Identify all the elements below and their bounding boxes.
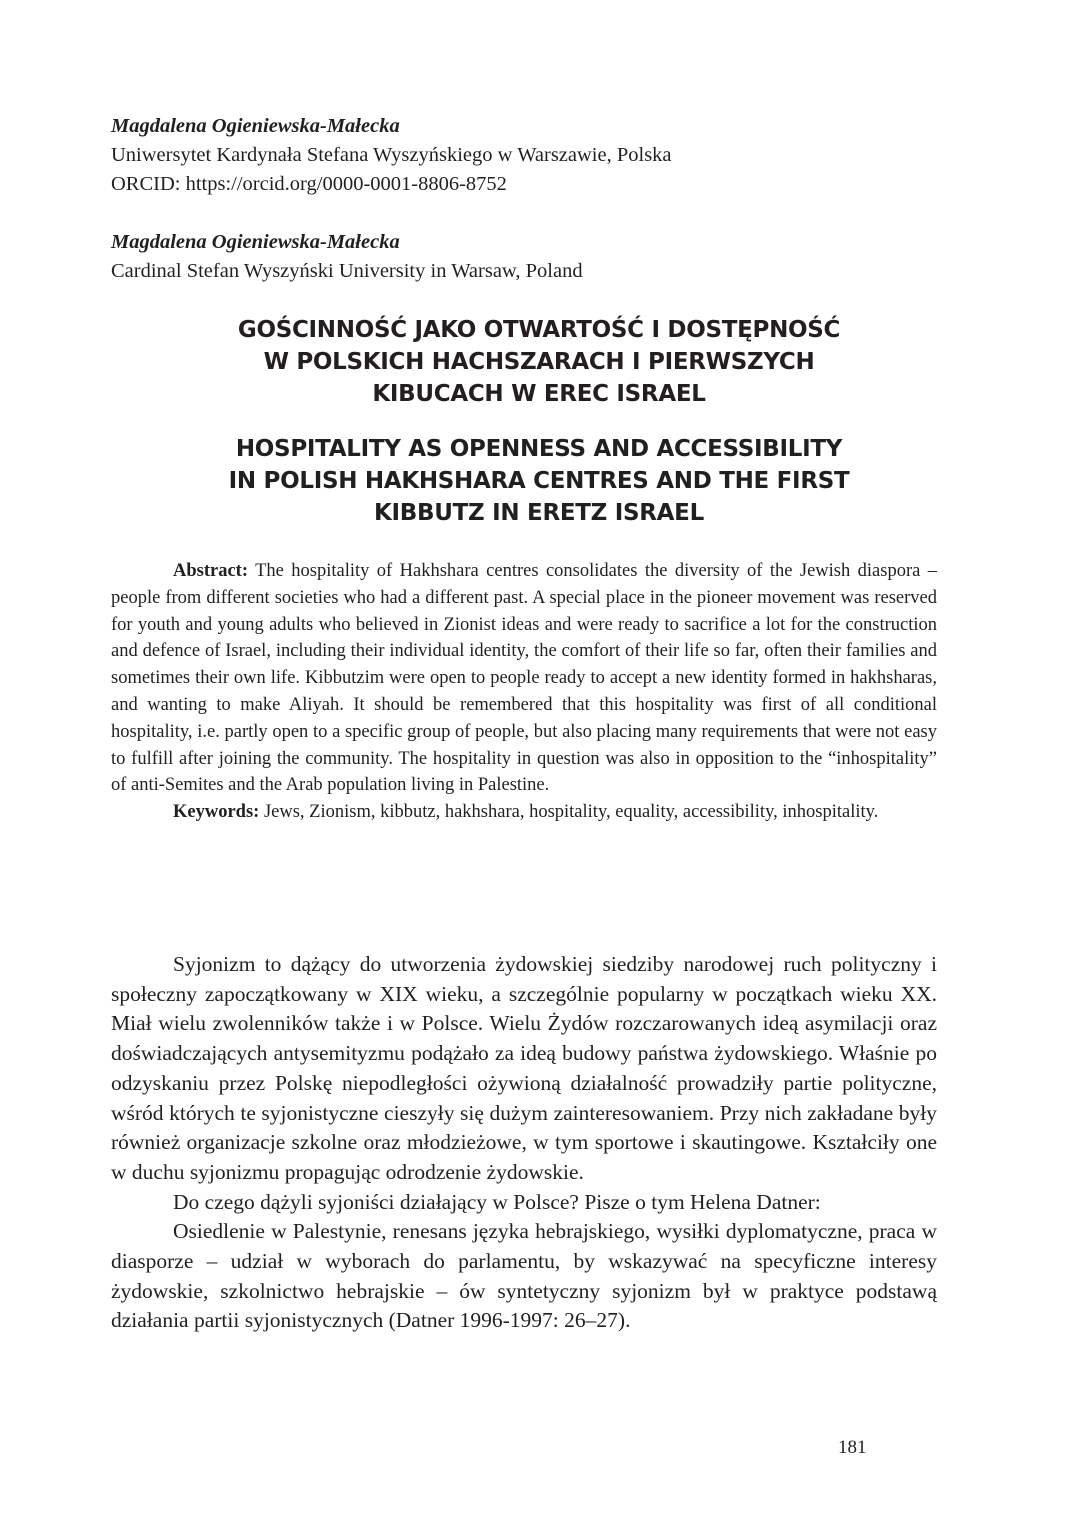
author-affiliation: Uniwersytet Kardynała Stefana Wyszyńskiego w Warszawie, Polska (111, 144, 672, 166)
keywords-text: Jews, Zionism, kibbutz, hakhshara, hospitality, equality, accessibility, inhospitality. (259, 802, 879, 823)
page-number: 181 (838, 1437, 867, 1458)
title-line: KIBUCACH W EREC ISRAEL (372, 381, 706, 407)
author-block-english (111, 228, 951, 286)
keywords-paragraph (111, 799, 937, 826)
author-block-polish (111, 112, 951, 199)
title-line: IN POLISH HAKHSHARA CENTRES AND THE FIRST (228, 468, 850, 494)
body-paragraph: Syjonizm to dążący do utworzenia żydowskiej siedziby narodowej ruch polityczny i społeczny zapoczątkowany w XIX wieku, a szczególnie popularny w początkach wieku XX. Miał wielu zwolenników także i w Polsce. Wielu Żydów rozczarowanych ideą asymilacji oraz doświadczających antysemityzmu podążało za ideą budowy państwa żydowskiego. Właśnie po odzyskaniu przez Polskę niepodległości ożywioną działalność prowadziły partie polityczne, wśród których te syjonistyczne cieszyły się dużym zainteresowaniem. Przy nich zakładane były również organizacje szkolne oraz młodzieżowe, w tym sportowe i skautingowe. Kształciły one w duchu syjonizmu propagując odrodzenie żydowskie. (111, 952, 937, 1184)
title-polish (111, 314, 967, 410)
abstract-paragraph (111, 558, 937, 799)
abstract-label: Abstract: (173, 561, 249, 581)
title-line: HOSPITALITY AS OPENNESS AND ACCESSIBILITY (235, 436, 843, 462)
title-line: W POLSKICH HACHSZARACH I PIERWSZYCH (263, 349, 815, 375)
abstract-section (111, 558, 937, 826)
keywords-label: Keywords: (173, 802, 260, 823)
title-english (111, 433, 967, 529)
title-line: GOŚCINNOŚĆ JAKO OTWARTOŚĆ I DOSTĘPNOŚĆ (237, 317, 841, 343)
author-orcid: ORCID: https://orcid.org/0000-0001-8806-8752 (111, 173, 507, 195)
title-line: KIBBUTZ IN ERETZ ISRAEL (374, 500, 704, 526)
author-name: Magdalena Ogieniewska-Małecka (111, 115, 400, 137)
body-paragraph: Do czego dążyli syjoniści działający w Polsce? Pisze o tym Helena Datner: (173, 1189, 821, 1214)
author-name: Magdalena Ogieniewska-Małecka (111, 231, 400, 253)
author-affiliation: Cardinal Stefan Wyszyński University in Warsaw, Poland (111, 260, 583, 282)
body-paragraph: Osiedlenie w Palestynie, renesans języka hebrajskiego, wysiłki dyplomatyczne, praca w diasporze – udział w wyborach do parlamentu, by wskazywać na specyficzne interesy żydowskie, szkolnictwo hebrajskie – ów syntetyczny syjonizm był w praktyce podstawą działania partii syjonistycznych (Datner 1996-1997: 26–27). (111, 1219, 937, 1333)
abstract-text: The hospitality of Hakhshara centres consolidates the diversity of the Jewish diaspora – people from different societies who had a different past. A special place in the pioneer movement was reserved for youth and young adults who believed in Zionist ideas and were ready to sacrifice a lot for the construction and defence of Israel, including their individual identity, the comfort of their life so far, often their families and sometimes their own life. Kibbutzim were open to people ready to accept a new identity formed in hakhsharas, and wanting to make Aliyah. It should be remembered that this hospitality was first of all conditional hospitality, i.e. partly open to a specific group of people, but also placing many requirements that were not easy to fulfill after joining the community. The hospitality in question was also in opposition to the “inhospitality” of anti-Semites and the Arab population living in Palestine. (111, 561, 937, 796)
body-text (111, 950, 937, 1336)
